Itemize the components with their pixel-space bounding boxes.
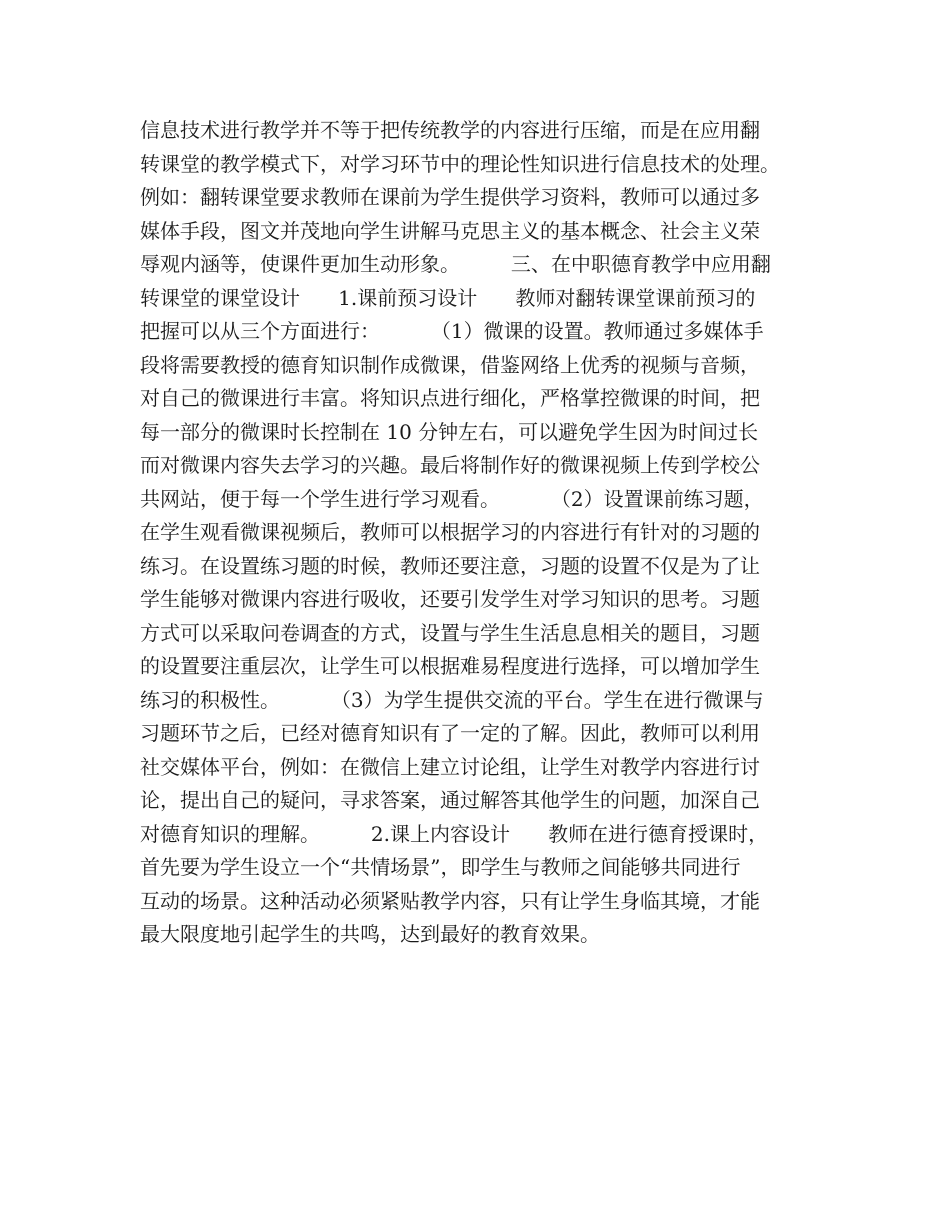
text-line: 对自己的微课进行丰富。将知识点进行细化，严格掌控微课的时间，把	[140, 386, 760, 410]
text-line: 而对微课内容失去学习的兴趣。最后将制作好的微课视频上传到学校公	[140, 453, 760, 477]
document-body	[140, 114, 840, 952]
text-line: 练习。在设置练习题的时候，教师还要注意，习题的设置不仅是为了让	[140, 553, 760, 578]
text-line: 学生能够对微课内容进行吸收，还要引发学生对学习知识的思考。习题	[140, 587, 760, 611]
text-line: 最大限度地引起学生的共鸣，达到最好的教育效果。	[140, 922, 600, 946]
text-line: 对德育知识的理解。 2.课上内容设计 教师在进行德育授课时，	[140, 821, 769, 846]
text-line: 辱观内涵等，使课件更加生动形象。 三、在中职德育教学中应用翻	[140, 252, 771, 276]
text-line: 互动的场景。这种活动必须紧贴教学内容，只有让学生身临其境，才能	[140, 888, 760, 913]
text-line: 转课堂的课堂设计 1.课前预习设计 教师对翻转课堂课前预习的	[140, 285, 756, 310]
text-line: 首先要为学生设立一个“共情场景”，即学生与教师之间能够共同进行	[140, 855, 741, 879]
text-line: 媒体手段，图文并茂地向学生讲解马克思主义的基本概念、社会主义荣	[140, 218, 760, 243]
text-line: 段将需要教授的德育知识制作成微课，借鉴网络上优秀的视频与音频，	[140, 352, 760, 377]
text-line: 的设置要注重层次，让学生可以根据难易程度进行选择，可以增加学生	[140, 654, 760, 678]
text-line: 社交媒体平台，例如：在微信上建立讨论组，让学生对教学内容进行讨	[140, 754, 760, 779]
text-line: 方式可以采取问卷调查的方式，设置与学生生活息息相关的题目，习题	[140, 620, 760, 645]
text-line: 例如：翻转课堂要求教师在课前为学生提供学习资料，教师可以通过多	[140, 185, 760, 209]
text-line: 论，提出自己的疑问，寻求答案，通过解答其他学生的问题，加深自己	[140, 788, 760, 812]
text-line: 信息技术进行教学并不等于把传统教学的内容进行压缩，而是在应用翻	[140, 118, 760, 142]
text-line: 在学生观看微课视频后，教师可以根据学习的内容进行有针对的习题的	[140, 520, 760, 544]
text-line: 共网站，便于每一个学生进行学习观看。 （2）设置课前练习题，	[140, 486, 764, 511]
text-line: 把握可以从三个方面进行： （1）微课的设置。教师通过多媒体手	[140, 319, 764, 343]
text-line: 每一部分的微课时长控制在 10 分钟左右，可以避免学生因为时间过长	[140, 419, 759, 444]
text-line: 练习的积极性。 （3）为学生提供交流的平台。学生在进行微课与	[140, 687, 764, 712]
text-line: 转课堂的教学模式下，对学习环节中的理论性知识进行信息技术的处理。	[140, 151, 780, 176]
text-line: 习题环节之后，已经对德育知识有了一定的了解。因此，教师可以利用	[140, 721, 760, 745]
